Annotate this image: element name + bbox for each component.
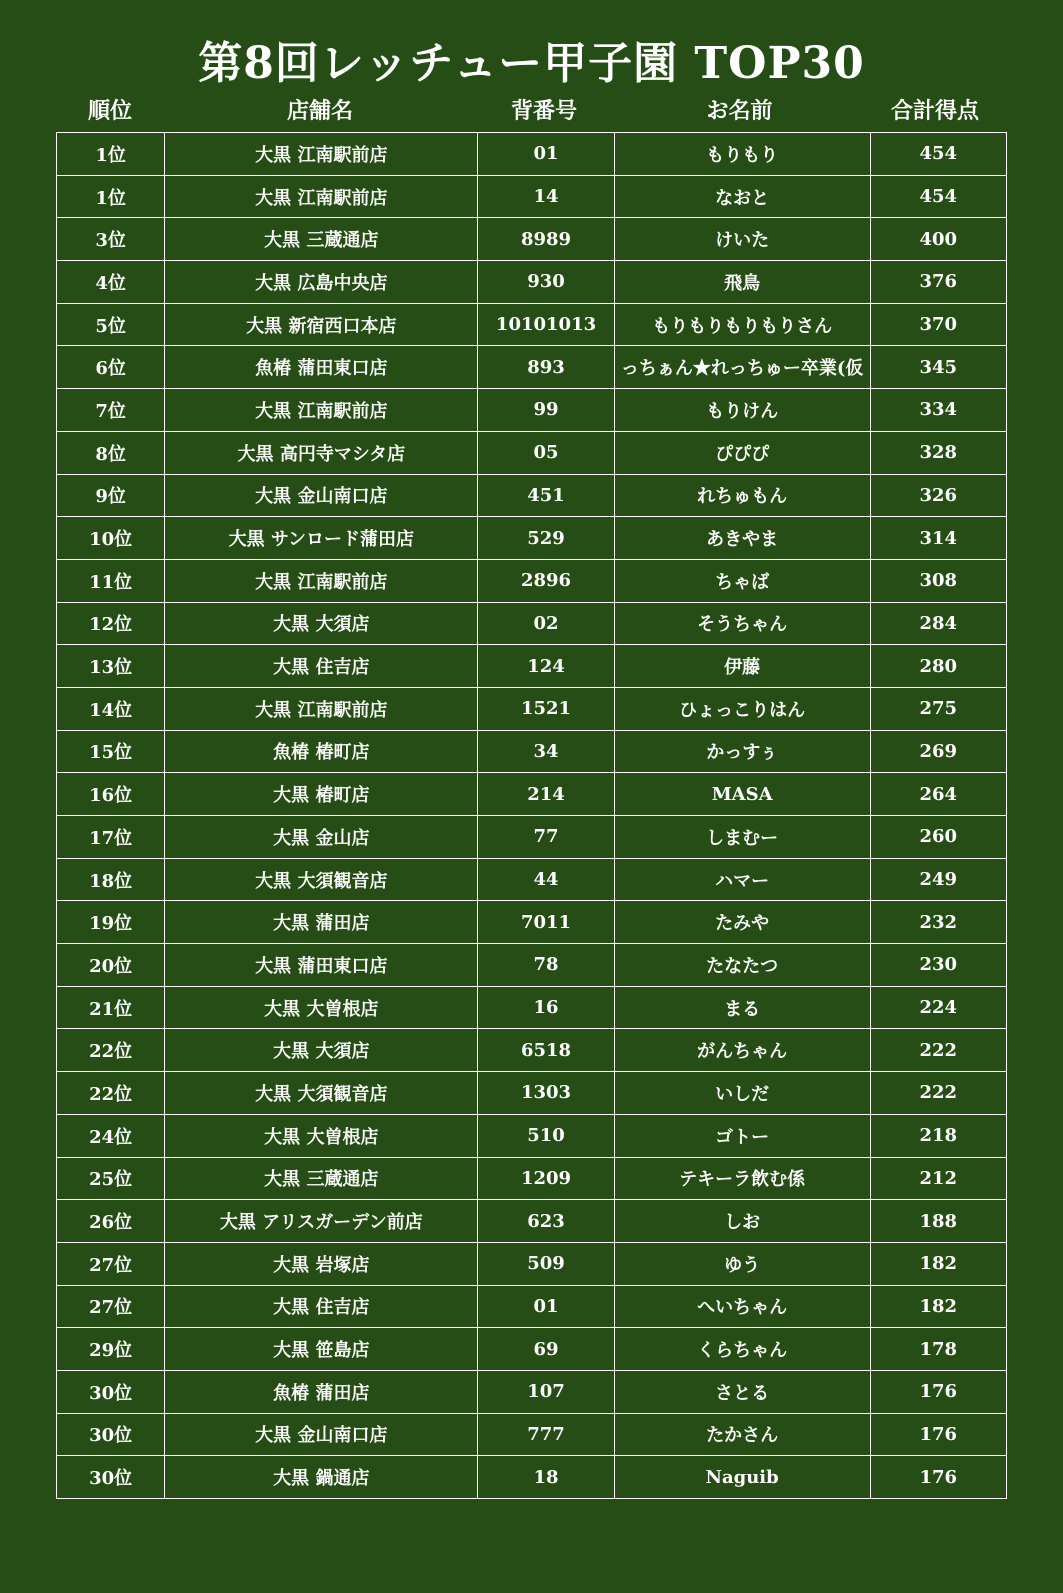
cell-rank: 5位 <box>57 303 165 346</box>
cell-bib: 16 <box>478 986 614 1029</box>
cell-bib: 14 <box>478 175 614 218</box>
table-row <box>57 389 1007 432</box>
cell-score: 188 <box>870 1200 1006 1243</box>
cell-rank: 21位 <box>57 986 165 1029</box>
cell-store: 大黒 大須観音店 <box>165 1072 478 1115</box>
cell-name: まる <box>614 986 870 1029</box>
cell-score: 334 <box>870 389 1006 432</box>
cell-score: 370 <box>870 303 1006 346</box>
cell-score: 176 <box>870 1456 1006 1499</box>
table-row <box>57 687 1007 730</box>
ranking-table <box>56 132 1007 1499</box>
cell-score: 264 <box>870 773 1006 816</box>
cell-name: なおと <box>614 175 870 218</box>
table-row <box>57 1285 1007 1328</box>
cell-name: ひょっこりはん <box>614 687 870 730</box>
table-row <box>57 261 1007 304</box>
cell-rank: 7位 <box>57 389 165 432</box>
table-row <box>57 730 1007 773</box>
cell-rank: 22位 <box>57 1029 165 1072</box>
cell-bib: 124 <box>478 645 614 688</box>
table-row <box>57 1370 1007 1413</box>
cell-score: 314 <box>870 517 1006 560</box>
cell-score: 176 <box>870 1413 1006 1456</box>
cell-name: れちゅもん <box>614 474 870 517</box>
cell-name: もりもり <box>614 133 870 176</box>
cell-bib: 107 <box>478 1370 614 1413</box>
table-row <box>57 1456 1007 1499</box>
cell-score: 454 <box>870 133 1006 176</box>
cell-rank: 27位 <box>57 1242 165 1285</box>
cell-store: 大黒 大曽根店 <box>165 1114 478 1157</box>
table-row <box>57 901 1007 944</box>
cell-bib: 78 <box>478 944 614 987</box>
cell-rank: 8位 <box>57 431 165 474</box>
cell-rank: 18位 <box>57 858 165 901</box>
table-row <box>57 517 1007 560</box>
table-row <box>57 773 1007 816</box>
cell-bib: 01 <box>478 133 614 176</box>
table-row <box>57 1242 1007 1285</box>
table-row <box>57 986 1007 1029</box>
cell-bib: 05 <box>478 431 614 474</box>
table-row <box>57 218 1007 261</box>
cell-bib: 1209 <box>478 1157 614 1200</box>
cell-rank: 30位 <box>57 1456 165 1499</box>
cell-score: 182 <box>870 1242 1006 1285</box>
table-row <box>57 133 1007 176</box>
cell-store: 大黒 新宿西口本店 <box>165 303 478 346</box>
cell-store: 大黒 岩塚店 <box>165 1242 478 1285</box>
cell-name: MASA <box>614 773 870 816</box>
cell-name: ハマー <box>614 858 870 901</box>
table-header <box>56 92 1006 130</box>
cell-rank: 13位 <box>57 645 165 688</box>
cell-name: ちゃば <box>614 559 870 602</box>
table-row <box>57 858 1007 901</box>
cell-bib: 777 <box>478 1413 614 1456</box>
table-row <box>57 559 1007 602</box>
cell-bib: 01 <box>478 1285 614 1328</box>
cell-store: 大黒 アリスガーデン前店 <box>165 1200 478 1243</box>
page-title: 第8回レッチュー甲子園 TOP30 <box>198 38 865 89</box>
cell-score: 178 <box>870 1328 1006 1371</box>
table-row <box>57 431 1007 474</box>
cell-rank: 15位 <box>57 730 165 773</box>
cell-store: 大黒 江南駅前店 <box>165 175 478 218</box>
table-row <box>57 303 1007 346</box>
cell-score: 328 <box>870 431 1006 474</box>
cell-store: 大黒 江南駅前店 <box>165 687 478 730</box>
table-row <box>57 175 1007 218</box>
cell-name: しお <box>614 1200 870 1243</box>
cell-store: 大黒 蒲田店 <box>165 901 478 944</box>
cell-name: ぴぴぴ <box>614 431 870 474</box>
cell-store: 大黒 江南駅前店 <box>165 389 478 432</box>
cell-rank: 20位 <box>57 944 165 987</box>
cell-score: 400 <box>870 218 1006 261</box>
cell-name: そうちゃん <box>614 602 870 645</box>
cell-rank: 1位 <box>57 133 165 176</box>
cell-store: 大黒 広島中央店 <box>165 261 478 304</box>
cell-score: 222 <box>870 1029 1006 1072</box>
cell-bib: 623 <box>478 1200 614 1243</box>
cell-bib: 529 <box>478 517 614 560</box>
cell-score: 260 <box>870 816 1006 859</box>
table-row <box>57 1200 1007 1243</box>
cell-bib: 451 <box>478 474 614 517</box>
cell-score: 249 <box>870 858 1006 901</box>
cell-rank: 14位 <box>57 687 165 730</box>
cell-rank: 4位 <box>57 261 165 304</box>
cell-name: Naguib <box>614 1456 870 1499</box>
cell-store: 大黒 鍋通店 <box>165 1456 478 1499</box>
cell-name: がんちゃん <box>614 1029 870 1072</box>
cell-name: っちぁん★れっちゅー卒業(仮 <box>614 346 870 389</box>
cell-score: 376 <box>870 261 1006 304</box>
cell-score: 326 <box>870 474 1006 517</box>
table-row <box>57 1029 1007 1072</box>
cell-rank: 12位 <box>57 602 165 645</box>
cell-bib: 6518 <box>478 1029 614 1072</box>
cell-store: 大黒 大須店 <box>165 1029 478 1072</box>
table-row <box>57 1413 1007 1456</box>
cell-name: ゴトー <box>614 1114 870 1157</box>
cell-store: 大黒 住吉店 <box>165 645 478 688</box>
ranking-table-body <box>57 133 1007 1499</box>
cell-bib: 893 <box>478 346 614 389</box>
cell-store: 大黒 大須観音店 <box>165 858 478 901</box>
cell-name: あきやま <box>614 517 870 560</box>
cell-score: 176 <box>870 1370 1006 1413</box>
cell-bib: 77 <box>478 816 614 859</box>
cell-rank: 27位 <box>57 1285 165 1328</box>
cell-bib: 510 <box>478 1114 614 1157</box>
cell-score: 224 <box>870 986 1006 1029</box>
table-row <box>57 1072 1007 1115</box>
cell-name: へいちゃん <box>614 1285 870 1328</box>
cell-name: けいた <box>614 218 870 261</box>
cell-rank: 1位 <box>57 175 165 218</box>
cell-rank: 22位 <box>57 1072 165 1115</box>
cell-name: さとる <box>614 1370 870 1413</box>
cell-rank: 9位 <box>57 474 165 517</box>
cell-score: 454 <box>870 175 1006 218</box>
cell-bib: 1521 <box>478 687 614 730</box>
cell-rank: 11位 <box>57 559 165 602</box>
cell-store: 大黒 金山南口店 <box>165 1413 478 1456</box>
column-header-bib: 背番号 <box>510 98 577 124</box>
table-row <box>57 1114 1007 1157</box>
cell-bib: 930 <box>478 261 614 304</box>
cell-bib: 509 <box>478 1242 614 1285</box>
cell-store: 大黒 蒲田東口店 <box>165 944 478 987</box>
cell-score: 212 <box>870 1157 1006 1200</box>
cell-store: 大黒 大須店 <box>165 602 478 645</box>
cell-name: いしだ <box>614 1072 870 1115</box>
cell-name: かっすぅ <box>614 730 870 773</box>
cell-rank: 30位 <box>57 1413 165 1456</box>
cell-name: 伊藤 <box>614 645 870 688</box>
cell-score: 182 <box>870 1285 1006 1328</box>
cell-rank: 16位 <box>57 773 165 816</box>
table-row <box>57 944 1007 987</box>
cell-name: たかさん <box>614 1413 870 1456</box>
cell-bib: 02 <box>478 602 614 645</box>
table-row <box>57 1328 1007 1371</box>
column-header-rank: 順位 <box>87 98 132 124</box>
cell-bib: 69 <box>478 1328 614 1371</box>
column-header-name: お名前 <box>706 98 773 124</box>
cell-score: 280 <box>870 645 1006 688</box>
cell-store: 大黒 江南駅前店 <box>165 559 478 602</box>
cell-score: 218 <box>870 1114 1006 1157</box>
cell-store: 大黒 三蔵通店 <box>165 218 478 261</box>
cell-store: 魚椿 蒲田東口店 <box>165 346 478 389</box>
cell-store: 魚椿 椿町店 <box>165 730 478 773</box>
cell-bib: 214 <box>478 773 614 816</box>
cell-score: 269 <box>870 730 1006 773</box>
cell-score: 275 <box>870 687 1006 730</box>
table-row <box>57 816 1007 859</box>
cell-store: 魚椿 蒲田店 <box>165 1370 478 1413</box>
cell-name: ゆう <box>614 1242 870 1285</box>
cell-bib: 1303 <box>478 1072 614 1115</box>
cell-rank: 30位 <box>57 1370 165 1413</box>
cell-bib: 8989 <box>478 218 614 261</box>
cell-store: 大黒 笹島店 <box>165 1328 478 1371</box>
cell-store: 大黒 住吉店 <box>165 1285 478 1328</box>
cell-bib: 18 <box>478 1456 614 1499</box>
table-row <box>57 474 1007 517</box>
cell-store: 大黒 江南駅前店 <box>165 133 478 176</box>
cell-score: 232 <box>870 901 1006 944</box>
cell-rank: 3位 <box>57 218 165 261</box>
cell-rank: 29位 <box>57 1328 165 1371</box>
cell-bib: 10101013 <box>478 303 614 346</box>
cell-rank: 6位 <box>57 346 165 389</box>
cell-rank: 24位 <box>57 1114 165 1157</box>
cell-name: しまむー <box>614 816 870 859</box>
cell-name: たみや <box>614 901 870 944</box>
cell-name: たなたつ <box>614 944 870 987</box>
cell-store: 大黒 三蔵通店 <box>165 1157 478 1200</box>
cell-name: テキーラ飲む係 <box>614 1157 870 1200</box>
column-header-score: 合計得点 <box>890 98 979 124</box>
cell-score: 222 <box>870 1072 1006 1115</box>
cell-score: 230 <box>870 944 1006 987</box>
cell-score: 284 <box>870 602 1006 645</box>
cell-bib: 44 <box>478 858 614 901</box>
table-row <box>57 645 1007 688</box>
cell-bib: 34 <box>478 730 614 773</box>
cell-rank: 10位 <box>57 517 165 560</box>
cell-store: 大黒 サンロード蒲田店 <box>165 517 478 560</box>
table-row <box>57 346 1007 389</box>
cell-bib: 99 <box>478 389 614 432</box>
cell-name: くらちゃん <box>614 1328 870 1371</box>
column-header-store: 店舗名 <box>286 98 353 124</box>
cell-store: 大黒 高円寺マシタ店 <box>165 431 478 474</box>
cell-score: 345 <box>870 346 1006 389</box>
cell-bib: 7011 <box>478 901 614 944</box>
cell-score: 308 <box>870 559 1006 602</box>
cell-store: 大黒 金山店 <box>165 816 478 859</box>
cell-rank: 19位 <box>57 901 165 944</box>
cell-rank: 26位 <box>57 1200 165 1243</box>
cell-store: 大黒 大曽根店 <box>165 986 478 1029</box>
cell-name: もりけん <box>614 389 870 432</box>
cell-name: もりもりもりもりさん <box>614 303 870 346</box>
cell-rank: 25位 <box>57 1157 165 1200</box>
table-row <box>57 602 1007 645</box>
cell-store: 大黒 椿町店 <box>165 773 478 816</box>
cell-rank: 17位 <box>57 816 165 859</box>
table-row <box>57 1157 1007 1200</box>
cell-store: 大黒 金山南口店 <box>165 474 478 517</box>
cell-bib: 2896 <box>478 559 614 602</box>
cell-name: 飛鳥 <box>614 261 870 304</box>
